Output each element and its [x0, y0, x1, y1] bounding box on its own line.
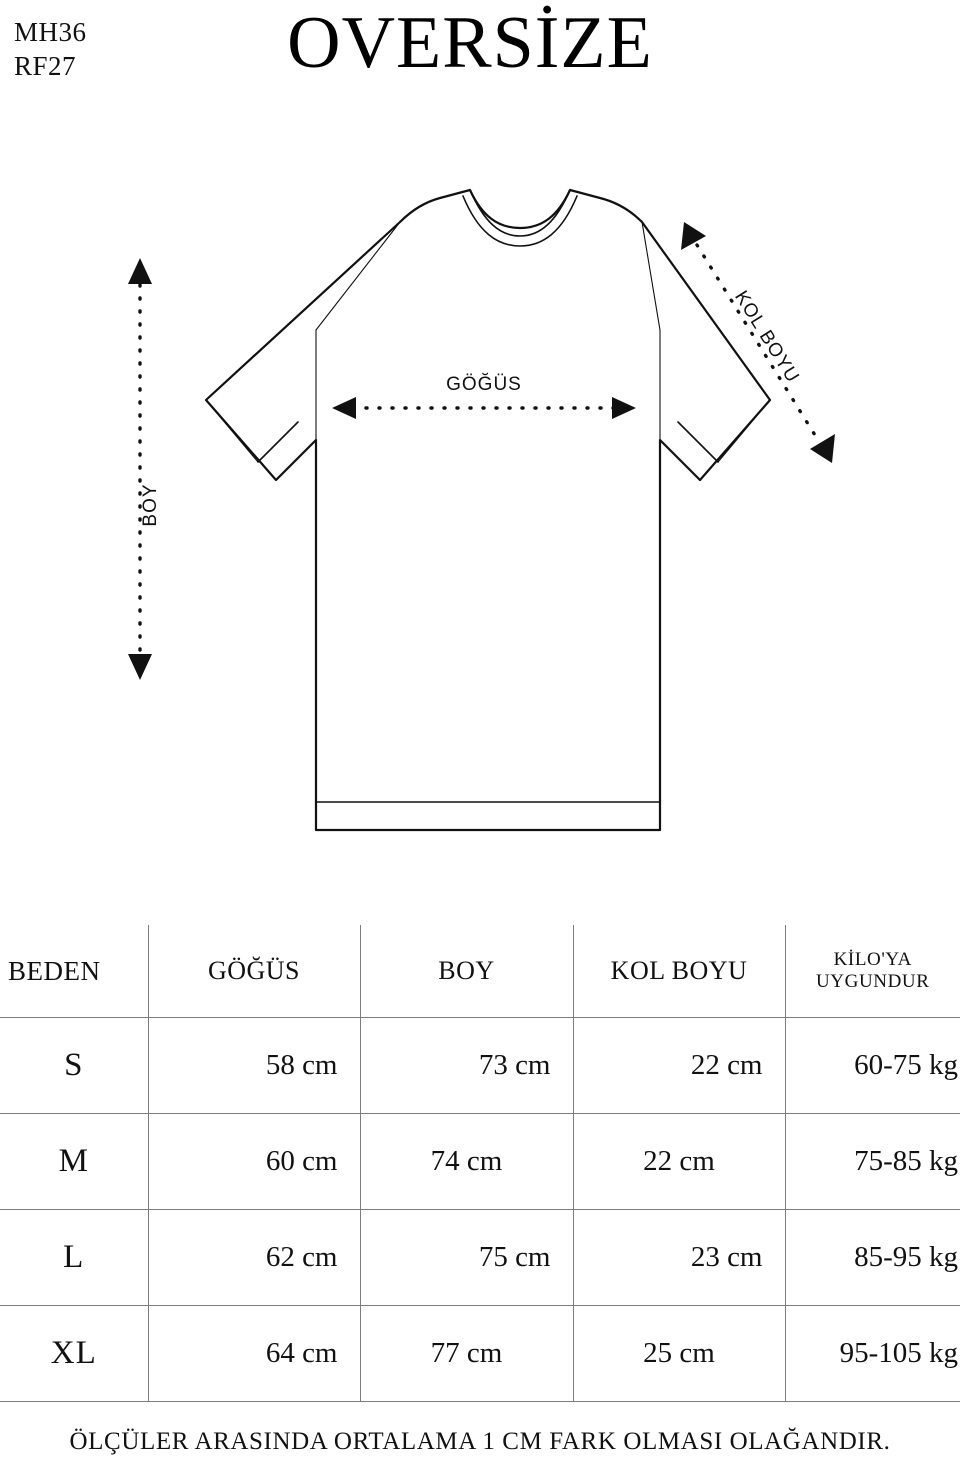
measurement-tolerance-note: ÖLÇÜLER ARASINDA ORTALAMA 1 CM FARK OLMASI OLAĞANDIR. [69, 1428, 891, 1455]
cell-sleeve: 22 cm [573, 1018, 785, 1114]
table-row [0, 1306, 960, 1402]
cell-size: M [0, 1114, 148, 1210]
cell-chest: 58 cm [148, 1018, 360, 1114]
cell-chest: 62 cm [148, 1210, 360, 1306]
kilo-header-line-2: UYGUNDUR [815, 971, 930, 992]
column-header-gogus: GÖĞÜS [148, 925, 360, 1018]
cell-weight: 95-105 kg [785, 1306, 960, 1402]
sku-code-line-1: MH36 [14, 17, 87, 47]
table-header-row [0, 925, 960, 1018]
cell-sleeve: 22 cm [573, 1114, 785, 1210]
cell-sleeve: 25 cm [573, 1306, 785, 1402]
table-row [0, 1210, 960, 1306]
cell-size: XL [0, 1306, 148, 1402]
cell-weight: 85-95 kg [785, 1210, 960, 1306]
column-header-kol-boyu: KOL BOYU [573, 925, 785, 1018]
column-header-kiloya-uygundur [785, 925, 960, 1018]
cell-length: 77 cm [360, 1306, 573, 1402]
chest-label: GÖĞÜS [446, 374, 522, 395]
cell-weight: 60-75 kg [785, 1018, 960, 1114]
column-header-boy: BOY [360, 925, 573, 1018]
cell-length: 73 cm [360, 1018, 573, 1114]
chest-measure-arrow [332, 397, 636, 419]
tshirt-diagram [0, 150, 960, 910]
kilo-header-line-1: KİLO'YA [833, 949, 912, 971]
table-row [0, 1114, 960, 1210]
column-header-beden: BEDEN [0, 925, 148, 1018]
page-title: OVERSİZE [287, 2, 653, 84]
cell-weight: 75-85 kg [785, 1114, 960, 1210]
sku-code-line-2: RF27 [14, 50, 77, 81]
cell-size: L [0, 1210, 148, 1306]
sleeve-label: KOL BOYU [730, 287, 804, 387]
length-label: BOY [140, 483, 161, 527]
cell-length: 74 cm [360, 1114, 573, 1210]
cell-chest: 64 cm [148, 1306, 360, 1402]
cell-chest: 60 cm [148, 1114, 360, 1210]
size-chart-table [0, 925, 960, 1402]
table-row [0, 1018, 960, 1114]
cell-length: 75 cm [360, 1210, 573, 1306]
cell-size: S [0, 1018, 148, 1114]
length-measure-arrow [128, 258, 152, 680]
cell-sleeve: 23 cm [573, 1210, 785, 1306]
